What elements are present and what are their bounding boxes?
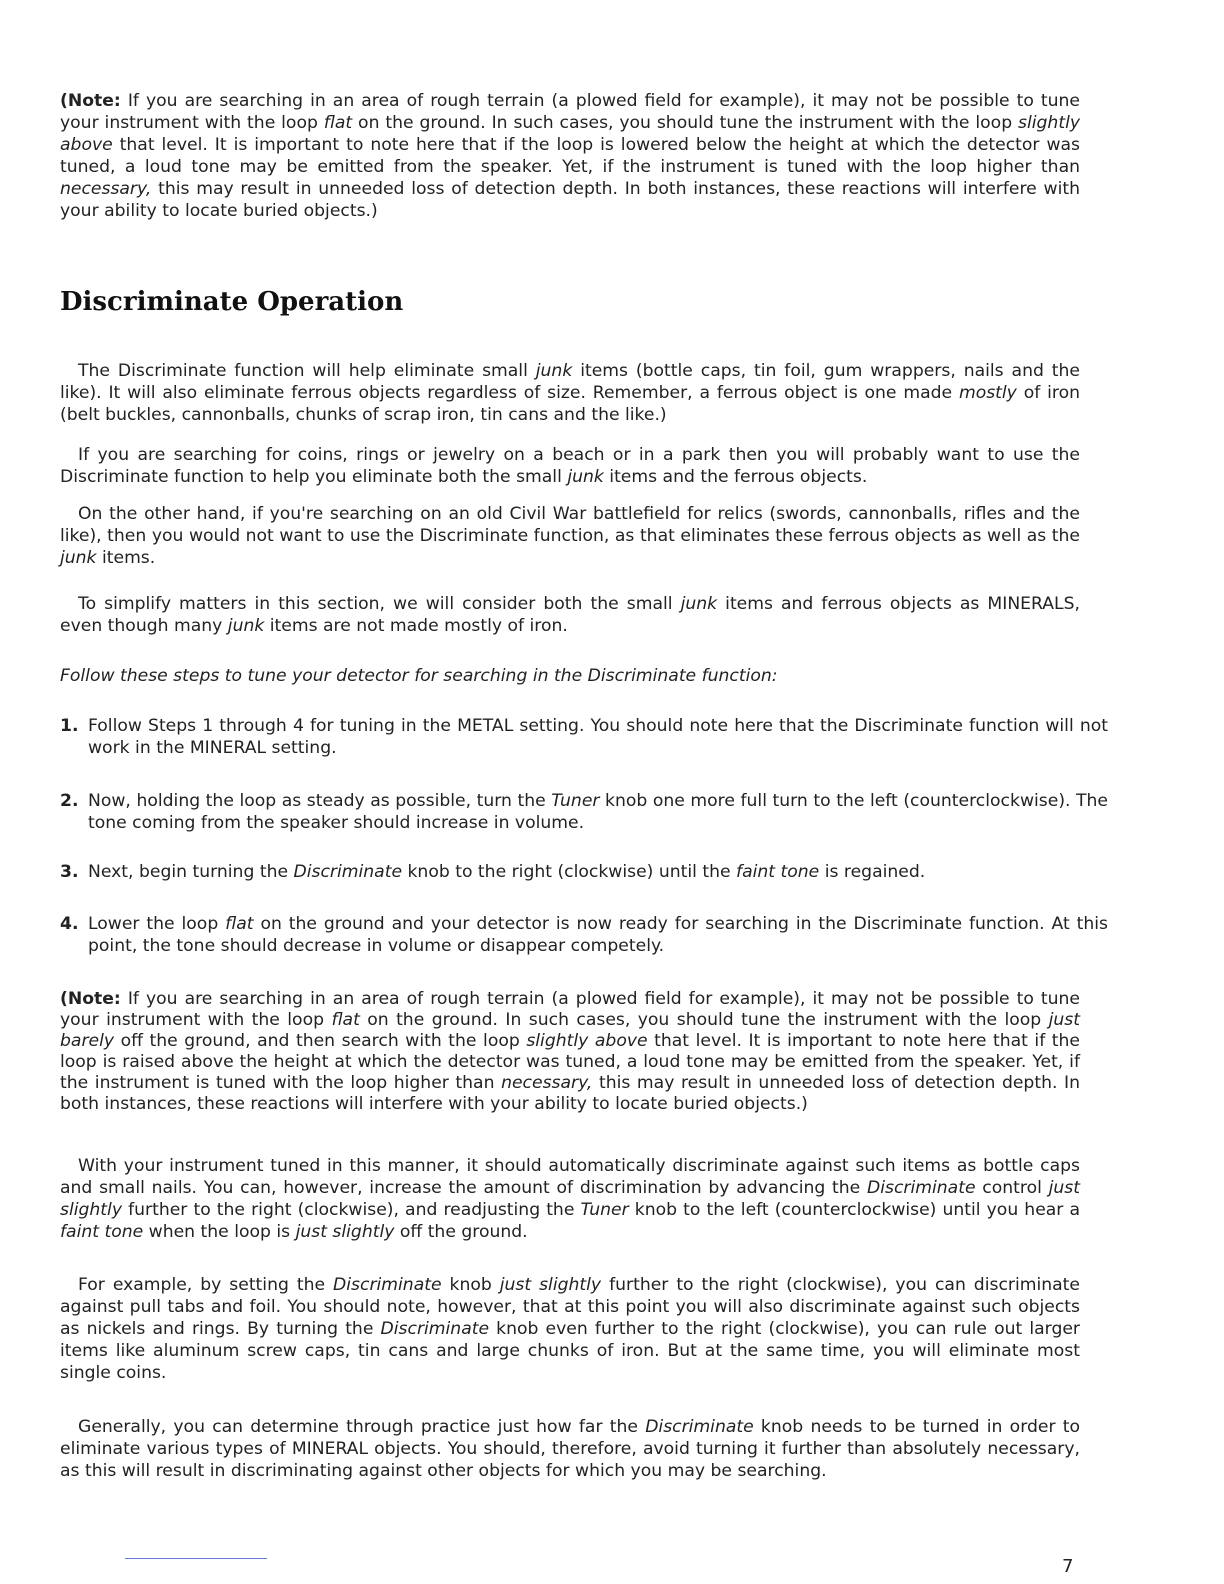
paragraph-coins: If you are searching for coins, rings or jewelry on a beach or in a park then you will probably want to use the Discriminate function to help you eliminate both the small junk items and the ferrous objects. [60, 445, 1080, 487]
instruction-line: Follow these steps to tune your detector for searching in the Discriminate function: [60, 666, 778, 686]
paragraph-relics: On the other hand, if you're searching on an old Civil War battlefield for relics (swords, cannonballs, rifles and the like), then you would not want to use the Discriminate function, as that eliminates these ferrous objects as well as the junk items. [60, 504, 1080, 568]
section-heading: Discriminate Operation [60, 287, 404, 317]
paragraph-example: For example, by setting the Discriminate knob just slightly further to the right (clockwise), you can discriminate against pull tabs and foil. You should note, however, that at this point you will also discriminate against such objects as nickels and rings. By turning the Discriminate knob even further to the right (clockwise), you can rule out larger items like aluminum screw caps, tin cans and large chunks of iron. But at the same time, you will eliminate most single coins. [60, 1275, 1081, 1383]
page-number: 7 [1062, 1556, 1074, 1577]
paragraph-intro: The Discriminate function will help eliminate small junk items (bottle caps, tin foil, gum wrappers, nails and the like). It will also eliminate ferrous objects regardless of size. Remember, a ferrous object is one made mostly of iron (belt buckles, cannonballs, chunks of scrap iron, tin cans and the like.) [60, 361, 1080, 425]
note-bottom: (Note: If you are searching in an area of rough terrain (a plowed field for example), it may not be possible to tune your instrument with the loop flat on the ground. In such cases, you should tune the instrument with the loop just barely off the ground, and then search with the loop slightly above that level. It is important to note here that if the loop is raised above the height at which the detector was tuned, a loud tone may be emitted from the speaker. Yet, if the instrument is tuned with the loop higher than necessary, this may result in unneeded loss of detection depth. In both instances, these reactions will interfere with your ability to locate buried objects.) [60, 989, 1081, 1114]
note-top: (Note: If you are searching in an area of rough terrain (a plowed field for example), it may not be possible to tune your instrument with the loop flat on the ground. In such cases, you should tune the instrument with the loop slightly above that level. It is important to note here that if the loop is lowered below the height at which the detector was tuned, a loud tone may be emitted from the speaker. Yet, if the instrument is tuned with the loop higher than necessary, this may result in unneeded loss of detection depth. In both instances, these reactions will interfere with your ability to locate buried objects.) [60, 91, 1081, 221]
step-1: 1. Follow Steps 1 through 4 for tuning in the METAL setting. You should note here that the Discriminate function will not work in the MINERAL setting. [60, 716, 1108, 758]
paragraph-minerals: To simplify matters in this section, we will consider both the small junk items and ferrous objects as MINERALS, even though many junk items are not made mostly of iron. [60, 594, 1080, 636]
step-4: 4. Lower the loop flat on the ground and your detector is now ready for searching in the Discriminate function. At this point, the tone should decrease in volume or disappear competely. [60, 914, 1108, 956]
step-2: 2. Now, holding the loop as steady as possible, turn the Tuner knob one more full turn to the left (counterclockwise). The tone coming from the speaker should increase in volume. [60, 791, 1109, 833]
footer-rule [125, 1558, 267, 1559]
paragraph-tuned: With your instrument tuned in this manner, it should automatically discriminate against such items as bottle caps and small nails. You can, however, increase the amount of discrimination by advancing the Discriminate control just slightly further to the right (clockwise), and readjusting the Tuner knob to the left (counterclockwise) until you hear a faint tone when the loop is just slightly off the ground. [60, 1156, 1080, 1242]
paragraph-practice: Generally, you can determine through practice just how far the Discriminate knob needs to be turned in order to eliminate various types of MINERAL objects. You should, therefore, avoid turning it further than absolutely necessary, as this will result in discriminating against other objects for which you may be searching. [60, 1417, 1081, 1481]
step-3: 3. Next, begin turning the Discriminate knob to the right (clockwise) until the faint tone is regained. [60, 862, 926, 882]
